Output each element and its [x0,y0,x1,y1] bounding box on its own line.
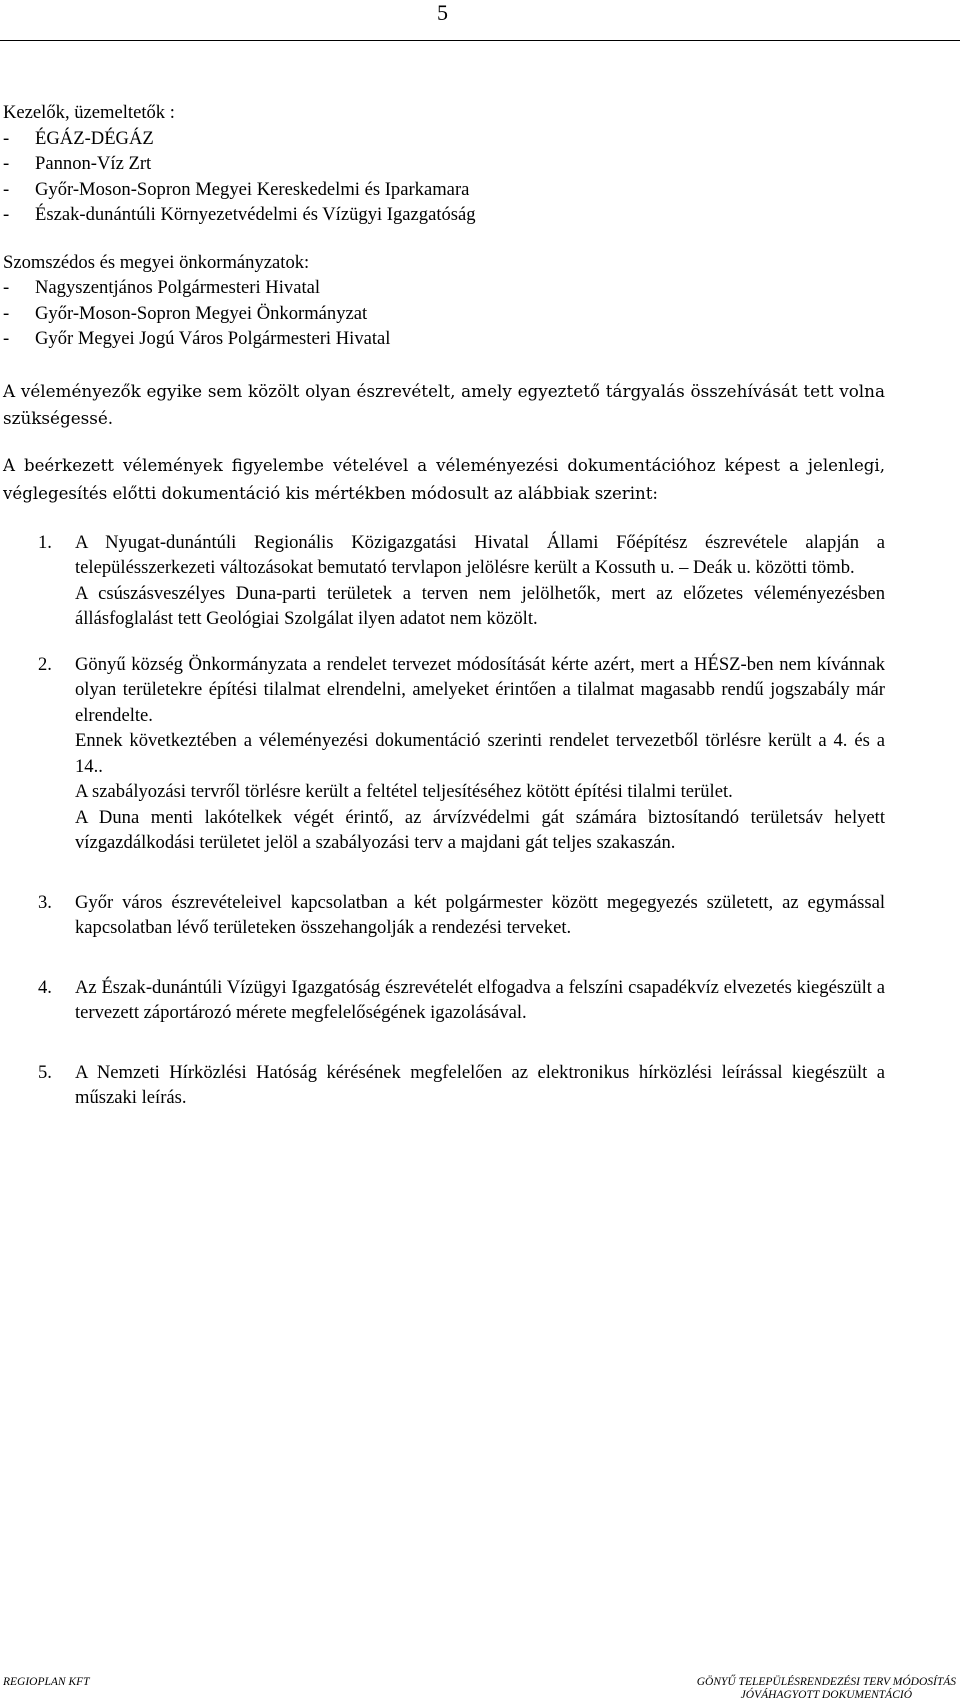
item-number: 5. [38,1061,52,1083]
operator-item: - Észak-dunántúli Környezetvédelmi és Vízügyi Igazgatóság [3,204,476,225]
header-rule [0,40,960,41]
neighbor-item: - Győr-Moson-Sopron Megyei Önkormányzat [3,302,368,324]
numbered-item-4 [3,975,885,1026]
paragraph-no-objection: A véleményezők egyike sem közölt olyan észrevételt, amely egyeztető tárgyalás összehívását tett volna szükségessé. [3,380,885,428]
operators-heading: Kezelők, üzemeltetők : [3,102,175,123]
document-body [3,100,885,1111]
operator-item: - Pannon-Víz Zrt [3,153,152,174]
item-number: 2. [38,653,52,675]
item-text: Ennek következtében a véleményezési dokumentáció szerinti rendelet tervezetből törlésre került a 4. és a 14.. [75,730,885,777]
paragraph-modifications: A beérkezett vélemények figyelembe vételével a véleményezési dokumentációhoz képest a jelenlegi, véglegesítés előtti dokumentáció kis mértékben módosult az alábbiak szerint: [3,455,885,503]
footer-company: REGIOPLAN KFT [3,1676,90,1688]
item-number: 1. [38,531,52,553]
neighbor-item: - Nagyszentjános Polgármesteri Hivatal [3,277,321,298]
item-text: Gönyű község Önkormányzata a rendelet tervezet módosítását kérte azért, mert a HÉSZ-ben nem kívánnak olyan területekre építési tilalmat elrendelni, amelyeket érintően a tilalmat magasabb rendű jogszabály már elrendelte. [75,653,885,726]
item-text: A csúszásveszélyes Duna-parti területek a terven nem jelölhetők, mert az előzetes véleményezésben állásfoglalást tett Geológiai Szolgálat ilyen adatot nem közölt. [75,582,885,629]
item-text: Győr város észrevételeivel kapcsolatban a két polgármester között megegyezés született, az egymással kapcsolatban lévő területeken összehangolják a rendezési terveket. [75,891,885,938]
numbered-item-3 [3,890,885,941]
item-text: A szabályozási tervről törlésre került a feltétel teljesítéséhez kötött építési tilalmi terület. [75,781,733,802]
operator-item: - ÉGÁZ-DÉGÁZ [3,127,154,149]
operators-section [3,100,885,228]
numbered-item-2 [3,652,885,856]
item-number: 4. [38,976,52,998]
item-text: Az Észak-dunántúli Vízügyi Igazgatóság észrevételét elfogadva a felszíni csapadékvíz elvezetés kiegészült a tervezett záportározó mérete megfelelőségének igazolásával. [75,976,885,1023]
page-number: 5 [437,0,448,25]
numbered-item-5 [3,1060,885,1111]
footer-document-title: GÖNYŰ TELEPÜLÉSRENDEZÉSI TERV MÓDOSÍTÁS JÓVÁHAGYOTT DOKUMENTÁCIÓ [696,1676,956,1701]
item-text: A Duna menti lakótelkek végét érintő, az árvízvédelmi gát számára biztosítandó területsáv helyett vízgazdálkodási területet jelöl a szabályozási terv a majdani gát teljes szakaszán. [75,806,885,853]
item-number: 3. [38,891,52,913]
neighbors-section [3,250,885,352]
neighbors-heading: Szomszédos és megyei önkormányzatok: [3,251,310,273]
numbered-item-1 [3,530,885,632]
item-text: A Nyugat-dunántúli Regionális Közigazgatási Hivatal Állami Főépítész észrevétele alapján a településszerkezeti változásokat bemutató tervlapon jelölésre került a Kossuth u. – Deák u. közötti tömb. [75,531,885,578]
operator-item: - Győr-Moson-Sopron Megyei Kereskedelmi és Iparkamara [3,178,470,200]
neighbor-item: - Győr Megyei Jogú Város Polgármesteri Hivatal [3,328,391,349]
item-text: A Nemzeti Hírközlési Hatóság kérésének megfelelően az elektronikus hírközlési leírással kiegészült a műszaki leírás. [75,1061,885,1108]
